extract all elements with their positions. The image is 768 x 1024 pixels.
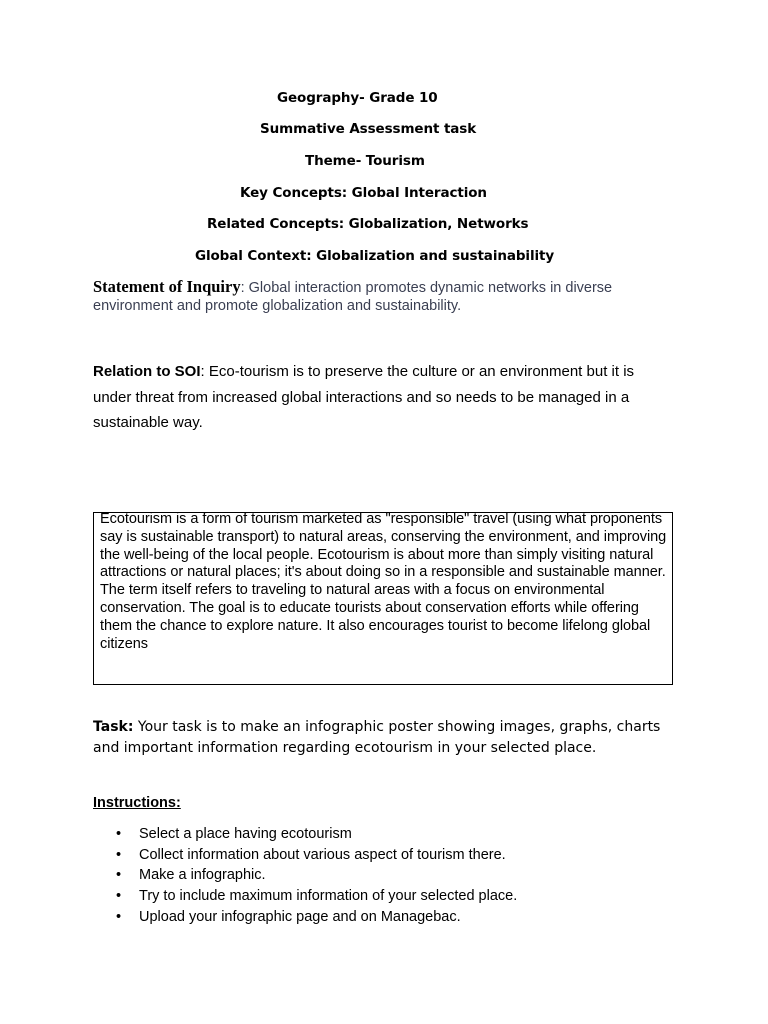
ecotourism-definition-text: Ecotourism is a form of tourism marketed as "responsible" travel (using what proponents say is sustainable transport) to natural areas, conserving the environment, and improving the well-being of the local people. Ecotourism is about more than simply visiting natural attractions or natural places; it's about doing so in a responsible and sustainable manner. The term itself refers to traveling to natural areas with a focus on environmental conservation. The goal is to educate tourists about conservation efforts while offering them the chance to explore nature. It also encourages tourist to become lifelong global citizens — [100, 511, 667, 652]
subject-grade-heading: Geography- Grade 10 — [277, 90, 438, 106]
relation-to-soi — [93, 359, 673, 436]
list-item-text: Upload your infographic page and on Managebac. — [139, 908, 461, 925]
bullet-icon: • — [116, 826, 122, 842]
list-item — [93, 865, 517, 886]
global-context-heading: Global Context: Globalization and sustainability — [195, 248, 555, 264]
list-item-text: Try to include maximum information of your selected place. — [139, 888, 518, 905]
task-text: Your task is to make an infographic poster showing images, graphs, charts and important information regarding ecotourism in your selected place. — [93, 719, 661, 756]
list-item — [93, 907, 517, 928]
bullet-icon: • — [116, 846, 122, 863]
list-item-text: Collect information about various aspect of tourism there. — [139, 846, 506, 863]
assessment-type-heading: Summative Assessment task — [260, 121, 477, 137]
bullet-icon: • — [116, 867, 122, 884]
list-item-text: Make a infographic. — [139, 867, 266, 884]
list-item-text: Select a place having ecotourism — [139, 826, 352, 842]
bullet-icon: • — [116, 908, 122, 925]
relation-text: : Eco-tourism is to preserve the culture or an environment but it is under threat from increased global interactions and so needs to be managed in a sustainable way. — [93, 363, 635, 431]
instructions-list — [93, 824, 517, 927]
bullet-icon: • — [116, 888, 122, 905]
soi-text: : Global interaction promotes dynamic networks in diverse environment and promote globalization and sustainability. — [93, 280, 613, 314]
statement-of-inquiry — [93, 278, 693, 315]
soi-label: Statement of Inquiry — [93, 277, 241, 296]
list-item — [93, 824, 517, 845]
task-description — [93, 717, 683, 759]
task-label: Task: — [93, 719, 134, 735]
list-item — [93, 845, 517, 866]
key-concepts-heading: Key Concepts: Global Interaction — [240, 185, 487, 201]
list-item — [93, 886, 517, 907]
theme-heading: Theme- Tourism — [305, 153, 425, 169]
relation-label: Relation to SOI — [93, 363, 201, 380]
related-concepts-heading: Related Concepts: Globalization, Networks — [207, 216, 529, 232]
instructions-heading: Instructions: — [93, 795, 181, 811]
